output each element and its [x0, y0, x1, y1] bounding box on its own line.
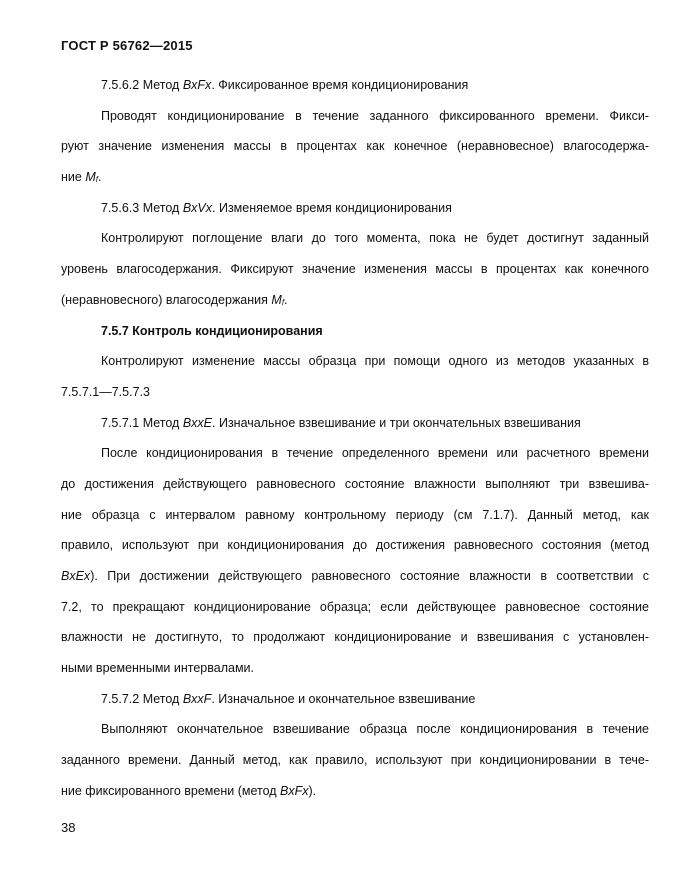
text-line: руют значение изменения массы в процентах как конечное (неравновесное) влагосодержа-: [61, 139, 649, 154]
text-line: BxEx). При достижении действующего равновесного состояние влажности в соответствии с: [61, 569, 649, 583]
text-line: ние образца с интервалом равному контрольному периоду (см 7.1.7). Данный метод, как: [61, 507, 649, 522]
document-body: [61, 70, 649, 807]
text-line: влажности не достигнуто, то продолжают кондиционирование и взвешивания с установлен-: [61, 630, 649, 645]
text-line: Контролируют изменение массы образца при помощи одного из методов указанных в: [101, 354, 649, 369]
text-line: правило, используют при кондиционирования до достижения равновесного состояния (метод: [61, 538, 649, 553]
text-line: уровень влагосодержания. Фиксируют значение изменения массы в процентах как конечного: [61, 262, 649, 277]
text-line: ние фиксированного времени (метод BxFx).: [61, 783, 317, 798]
page-number: 38: [61, 820, 76, 835]
text-line: Проводят кондиционирование в течение заданного фиксированного времени. Фикси-: [101, 108, 649, 123]
section-heading: 7.5.7 Контроль кондиционирования: [101, 323, 323, 338]
text-line: ние $M_f$.: [61, 170, 102, 185]
text-line: до достижения действующего равновесного состояние влажности выполняют три взвешива-: [61, 476, 649, 491]
text-line: 7.5.6.2 Метод BxFx. Фиксированное время кондиционирования: [101, 78, 469, 92]
text-line: Выполняют окончательное взвешивание образца после кондиционирования в течение: [101, 722, 649, 737]
text-line: ными временными интервалами.: [61, 661, 254, 676]
text-line: 7.5.7.1 Метод BxxE. Изначальное взвешивание и три окончательных взвешивания: [101, 415, 581, 430]
text-line: заданного времени. Данный метод, как правило, используют при кондиционировании в тече-: [61, 753, 649, 768]
text-line: Контролируют поглощение влаги до того момента, пока не будет достигнут заданный: [101, 231, 649, 246]
text-line: 7.5.7.2 Метод BxxF. Изначальное и окончательное взвешивание: [101, 691, 476, 706]
text-line: 7.5.6.3 Метод BxVx. Изменяемое время кондиционирования: [101, 200, 452, 215]
text-line: (неравновесного) влагосодержания $M_f$.: [61, 292, 288, 307]
text-line: 7.2, то прекращают кондиционирование образца; если действующее равновесное состояние: [61, 599, 649, 614]
text-line: 7.5.7.1—7.5.7.3: [61, 384, 150, 399]
text-line: После кондиционирования в течение определенного времени или расчетного времени: [101, 446, 649, 461]
document-header: ГОСТ Р 56762—2015: [61, 38, 193, 53]
